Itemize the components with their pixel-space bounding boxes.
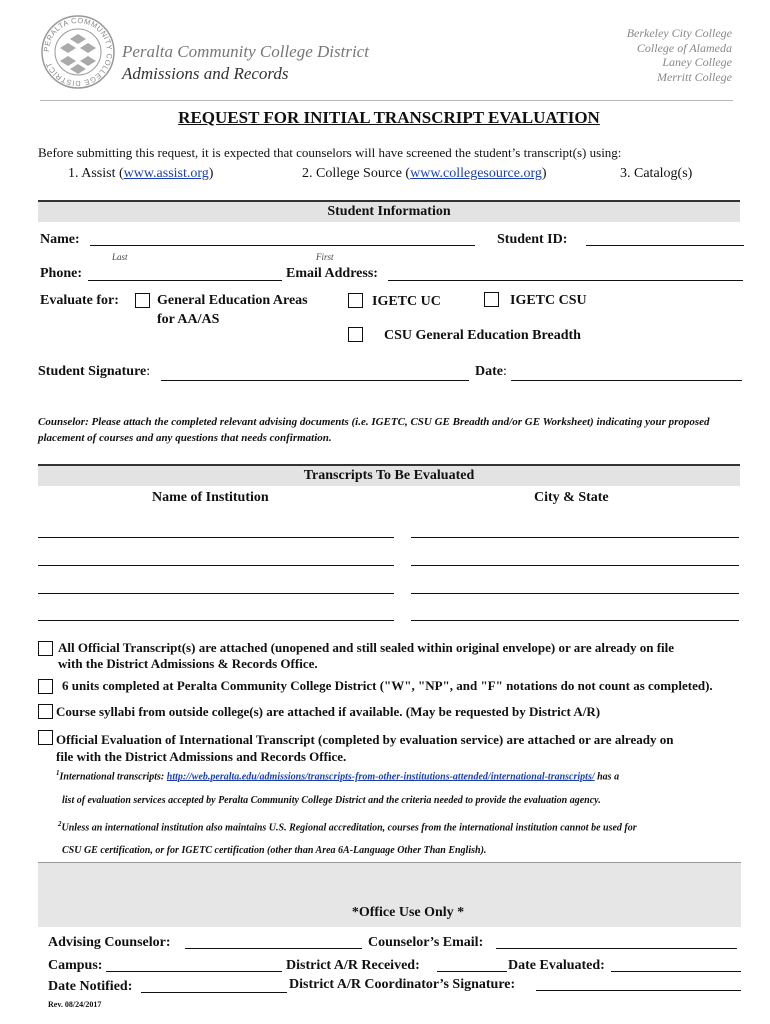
six-units-text: 6 units completed at Peralta Community College District ("W", "NP", and "F" notations do not count as completed).: [62, 678, 713, 693]
date-label: Date: [475, 364, 503, 379]
name-field[interactable]: [90, 245, 475, 246]
campus-label: Campus:: [48, 958, 103, 973]
intl-evaluation-checkbox[interactable]: [38, 730, 53, 745]
revision-date: Rev. 08/24/2017: [48, 1000, 102, 1009]
signature-field[interactable]: [161, 380, 469, 381]
igetc-csu-checkbox[interactable]: [484, 292, 499, 307]
date-evaluated-field[interactable]: [611, 971, 741, 972]
footnote-2: $^2$Unless an international institution also maintains U.S. Regional accreditation, courses from the international institution cannot be used for: [58, 820, 637, 834]
date-field[interactable]: [511, 380, 742, 381]
counselor-email-field[interactable]: [496, 948, 737, 949]
igetc-uc-label: IGETC UC: [372, 294, 441, 309]
college-alameda: College of Alameda: [636, 40, 732, 55]
student-id-label: Student ID:: [497, 232, 568, 247]
page-title: REQUEST FOR INITIAL TRANSCRIPT EVALUATION: [178, 108, 600, 127]
ge-areas-label-line2: for AA/AS: [157, 312, 220, 327]
city-state-column-header: City & State: [534, 490, 609, 505]
source-collegesource: 2. College Source (www.collegesource.org): [302, 166, 547, 181]
official-transcripts-checkbox[interactable]: [38, 641, 53, 656]
source-catalogs: 3. Catalog(s): [620, 166, 693, 181]
footnote-1: $^1$International transcripts: http://web.peralta.edu/admissions/transcripts-from-other-institutions-attended/international-transcripts/ has a: [56, 769, 620, 783]
csu-ge-checkbox[interactable]: [348, 327, 363, 342]
name-label: Name:: [40, 232, 80, 247]
course-syllabi-text: Course syllabi from outside college(s) are attached if available. (May be requested by District A/R): [56, 704, 601, 719]
footnote-1-line2: list of evaluation services accepted by Peralta Community College District and the criteria needed to provide the evaluation agency.: [62, 795, 601, 806]
district-seal: [40, 14, 116, 90]
department-name: Admissions and Records: [122, 64, 289, 83]
institution-column-header: Name of Institution: [152, 490, 269, 505]
first-name-hint: First: [316, 252, 334, 262]
intro-text: Before submitting this request, it is expected that counselors will have screened the student’s transcript(s) using:: [38, 145, 622, 160]
district-received-label: District A/R Received:: [286, 958, 420, 973]
igetc-uc-checkbox[interactable]: [348, 293, 363, 308]
assist-link[interactable]: www.assist.org: [123, 166, 209, 181]
advising-counselor-field[interactable]: [185, 948, 362, 949]
evaluate-label: Evaluate for:: [40, 293, 119, 308]
ge-areas-checkbox[interactable]: [135, 293, 150, 308]
six-units-checkbox[interactable]: [38, 679, 53, 694]
counselor-note: Counselor: Please attach the completed relevant advising documents (i.e. IGETC, CSU GE Breadth and/or GE Worksheet) indicating your proposed placement of courses and any questions that needs confirmation.: [38, 416, 710, 444]
email-label: Email Address:: [286, 266, 378, 281]
collegesource-link[interactable]: www.collegesource.org: [410, 166, 542, 181]
institution-field-2[interactable]: [38, 565, 394, 566]
city-state-field-2[interactable]: [411, 565, 739, 566]
city-state-field-3[interactable]: [411, 593, 739, 594]
footnote-2-line2: CSU GE certification, or for IGETC certification (other than Area 6A-Language Other Than English).: [62, 845, 487, 856]
transcripts-header: Transcripts To Be Evaluated: [38, 464, 740, 486]
college-list: [627, 26, 732, 84]
phone-label: Phone:: [40, 266, 82, 281]
signature-label-wrap: Student Signature:: [38, 364, 151, 379]
csu-ge-label: CSU General Education Breadth: [384, 328, 581, 343]
college-berkeley: Berkeley City College: [626, 26, 732, 40]
header-divider: [40, 100, 733, 101]
counselor-email-label: Counselor’s Email:: [368, 935, 484, 950]
college-laney: Laney College: [662, 55, 732, 69]
official-transcripts-text-line2: with the District Admissions & Records Office.: [58, 656, 318, 671]
city-state-field-1[interactable]: [411, 537, 739, 538]
college-merritt: Merritt College: [657, 69, 732, 84]
city-state-field-4[interactable]: [411, 620, 739, 621]
org-name: Peralta Community College District: [122, 42, 369, 61]
institution-field-3[interactable]: [38, 593, 394, 594]
date-evaluated-label: Date Evaluated:: [508, 958, 605, 973]
intl-evaluation-text: Official Evaluation of International Transcript (completed by evaluation service) are attached or are already on: [56, 732, 674, 747]
ge-areas-label: General Education Areas: [157, 293, 308, 308]
advising-counselor-label: Advising Counselor:: [48, 935, 171, 950]
campus-field[interactable]: [106, 971, 282, 972]
coordinator-signature-field[interactable]: [536, 990, 741, 991]
coordinator-signature-label: District A/R Coordinator’s Signature:: [289, 977, 516, 992]
official-transcripts-text: All Official Transcript(s) are attached (unopened and still sealed within original envelope) or are already on file: [58, 640, 675, 655]
phone-field[interactable]: [88, 280, 282, 281]
email-field[interactable]: [388, 280, 743, 281]
date-notified-label: Date Notified:: [48, 979, 133, 994]
intl-evaluation-text-line2: file with the District Admissions and Records Office.: [56, 749, 347, 764]
svg-text:PERALTA COMMUNITY COLLEGE DIST: PERALTA COMMUNITY COLLEGE DISTRICT: [41, 15, 115, 89]
student-id-field[interactable]: [586, 245, 744, 246]
institution-field-4[interactable]: [38, 620, 394, 621]
signature-label: Student Signature: [38, 364, 147, 379]
date-notified-field[interactable]: [141, 992, 287, 993]
course-syllabi-checkbox[interactable]: [38, 704, 53, 719]
institution-field-1[interactable]: [38, 537, 394, 538]
last-name-hint: Last: [112, 252, 128, 262]
date-label-wrap: Date:: [475, 364, 507, 379]
student-info-header: Student Information: [38, 200, 740, 222]
district-received-field[interactable]: [437, 971, 507, 972]
international-transcripts-link[interactable]: http://web.peralta.edu/admissions/transcripts-from-other-institutions-attended/international-transcripts/: [166, 771, 595, 783]
igetc-csu-label: IGETC CSU: [510, 293, 587, 308]
office-use-title: *Office Use Only *: [351, 905, 465, 920]
source-assist: 1. Assist (www.assist.org): [68, 166, 214, 181]
